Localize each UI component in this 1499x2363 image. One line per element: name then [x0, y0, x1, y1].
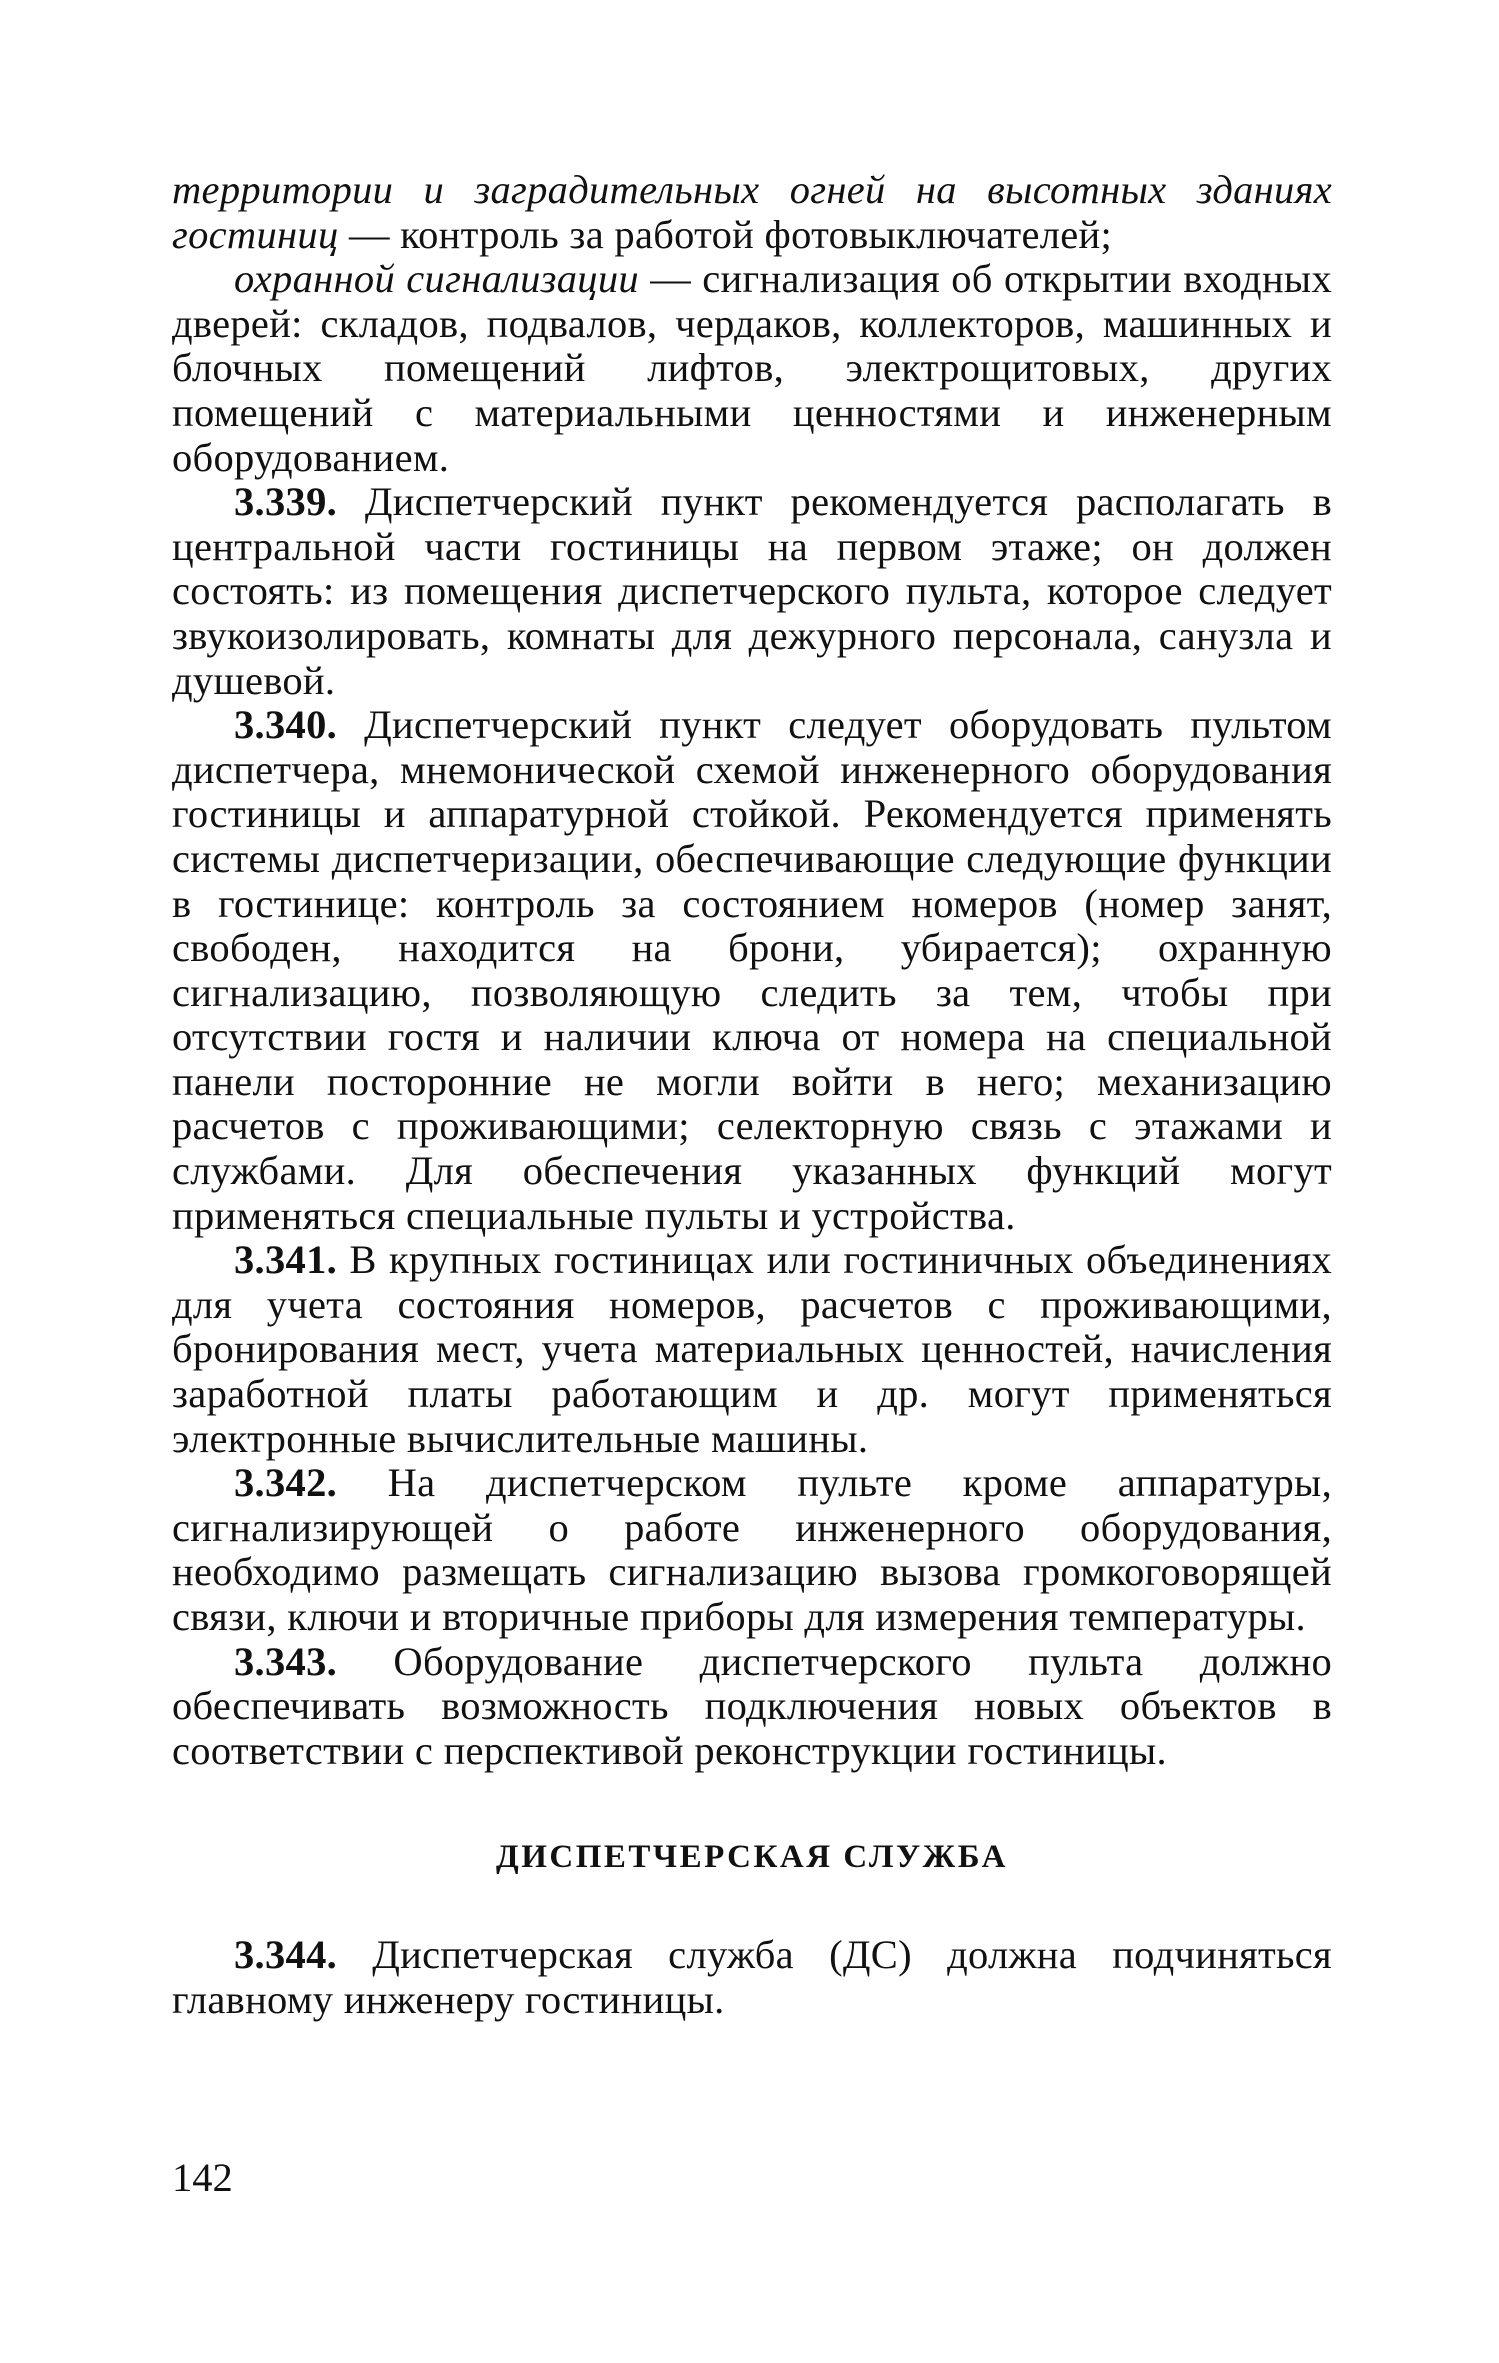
clause-text: Оборудование диспетчерского пульта должно обеспечивать возможность подключения новых объектов в соответствии с перспективой реконструкции гостиницы.	[172, 1638, 1332, 1773]
clause-text: В крупных гостиницах или гостиничных объединениях для учета состояния номеров, расчетов с проживающими, бронирования мест, учета материальных ценностей, начисления заработной платы работающим и др. могут применяться электронные вычислительные машины.	[172, 1237, 1332, 1461]
section-heading: ДИСПЕТЧЕРСКАЯ СЛУЖБА	[495, 1839, 1009, 1876]
paragraph-territory-lights	[172, 168, 1332, 257]
clause-text: Диспетчерский пункт рекомендуется располагать в центральной части гостиницы на первом этаже; он должен состоять: из помещения диспетчерского пульта, которое следует звукоизолировать, комнаты для дежурного персонала, санузла и душевой.	[172, 479, 1332, 703]
paragraph-security-alarm	[172, 257, 1332, 480]
paragraph-text: — контроль за работой фотовыключателей;	[338, 211, 1113, 257]
clause-text: Диспетчерский пункт следует оборудовать пультом диспетчера, мнемонической схемой инженерного оборудования гостиницы и аппаратурной стойкой. Рекомендуется применять системы диспетчеризации, обеспечивающие следующие функции в гостинице: контроль за состоянием номеров (номер занят, свободен, находится на брони, убирается); охранную сигнализацию, позволяющую следить за тем, чтобы при отсутствии гостя и наличии ключа от номера на специальной панели посторонние не могли войти в него; механизацию расчетов с проживающими; селекторную связь с этажами и службами. Для обеспечения указанных функций могут применяться специальные пульты и устройства.	[172, 702, 1332, 1238]
page-body	[172, 168, 1332, 2023]
clause-number: 3.342.	[234, 1460, 338, 1506]
clause-3-344	[172, 1933, 1332, 2022]
page-number: 142	[172, 2155, 233, 2200]
clause-number: 3.344.	[234, 1932, 338, 1978]
paragraph-text: — сигнализация об открытии входных дверей: складов, подвалов, чердаков, коллекторов, машинных и блочных помещений лифтов, электрощитовых, других помещений с материальными ценностями и инженерным оборудованием.	[172, 256, 1332, 480]
clause-number: 3.341.	[234, 1237, 338, 1283]
clause-3-342	[172, 1461, 1332, 1639]
clause-number: 3.340.	[234, 702, 338, 748]
clause-3-343	[172, 1640, 1332, 1774]
clause-3-341	[172, 1238, 1332, 1461]
clause-3-340	[172, 703, 1332, 1238]
italic-term: территории и заградительных огней на высотных зданиях гостиниц	[172, 167, 1332, 257]
clause-text: На диспетчерском пульте кроме аппаратуры, сигнализирующей о работе инженерного оборудования, необходимо размещать сигнализацию вызова громкоговорящей связи, ключи и вторичные приборы для измерения температуры.	[172, 1460, 1332, 1639]
clause-number: 3.339.	[234, 479, 338, 525]
clause-3-339	[172, 480, 1332, 703]
clause-number: 3.343.	[234, 1638, 338, 1684]
clause-text: Диспетчерская служба (ДС) должна подчиняться главному инженеру гостиницы.	[172, 1932, 1332, 2022]
italic-term: охранной сигнализации	[234, 256, 639, 302]
